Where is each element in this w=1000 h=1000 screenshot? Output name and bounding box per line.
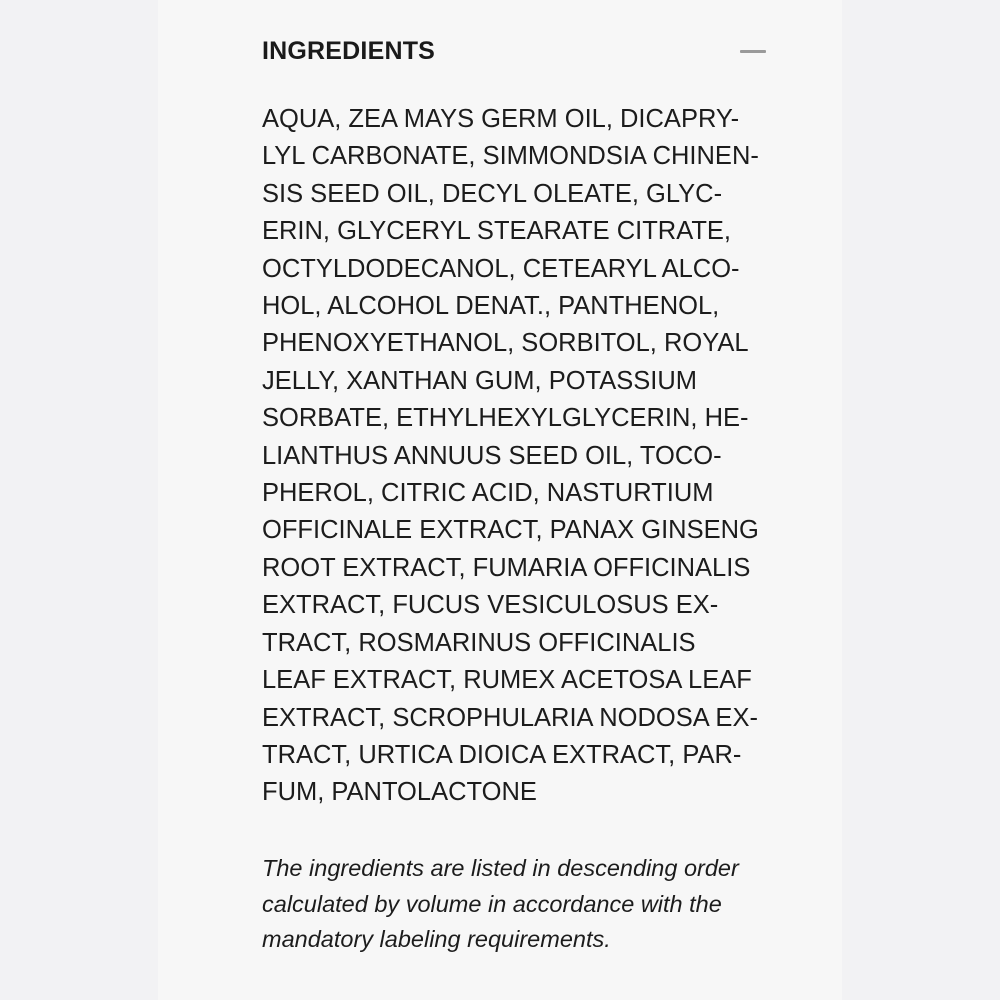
ingredient-line: ROOT EXTRACT, FUMARIA OFFICINALIS [262,553,751,582]
ingredient-line: OFFICINALE EXTRACT, PANAX GINSENG [262,516,759,545]
section-title: INGREDIENTS [262,37,436,65]
ingredient-line: FUM, PANTOLACTONE [262,778,537,807]
ingredient-line: HOL, ALCOHOL DENAT., PANTHENOL, [262,292,720,321]
ingredient-line: LYL CARBONATE, SIMMONDSIA CHINEN- [262,142,759,171]
ingredient-list [262,101,792,812]
ingredient-line: SORBATE, ETHYLHEXYLGLYCERIN, HE- [262,404,749,433]
ingredient-line: EXTRACT, SCROPHULARIA NODOSA EX- [262,703,758,732]
note-line: The ingredients are listed in descending order [262,855,739,881]
note-line: calculated by volume in accordance with the [262,890,722,917]
ingredient-line: TRACT, URTICA DIOICA EXTRACT, PAR- [262,740,742,769]
ingredient-line: LEAF EXTRACT, RUMEX ACETOSA LEAF [262,666,752,695]
ingredient-line: SIS SEED OIL, DECYL OLEATE, GLYC- [262,179,723,208]
ingredient-line: ERIN, GLYCERYL STEARATE CITRATE, [262,217,732,246]
ingredients-order-note [262,851,802,958]
ingredient-line: EXTRACT, FUCUS VESICULOSUS EX- [262,591,719,620]
ingredient-line: LIANTHUS ANNUUS SEED OIL, TOCO- [262,441,722,470]
minus-collapse-icon[interactable] [740,50,766,53]
ingredient-line: PHENOXYETHANOL, SORBITOL, ROYAL [262,329,749,358]
ingredient-line: OCTYLDODECANOL, CETEARYL ALCO- [262,254,740,283]
ingredients-section-header[interactable] [262,32,768,72]
ingredient-line: AQUA, ZEA MAYS GERM OIL, DICAPRY- [262,105,740,133]
note-line: mandatory labeling requirements. [262,926,611,952]
ingredient-line: PHEROL, CITRIC ACID, NASTURTIUM [262,479,714,508]
ingredient-line: JELLY, XANTHAN GUM, POTASSIUM [262,366,698,395]
ingredient-line: TRACT, ROSMARINUS OFFICINALIS [262,628,696,657]
